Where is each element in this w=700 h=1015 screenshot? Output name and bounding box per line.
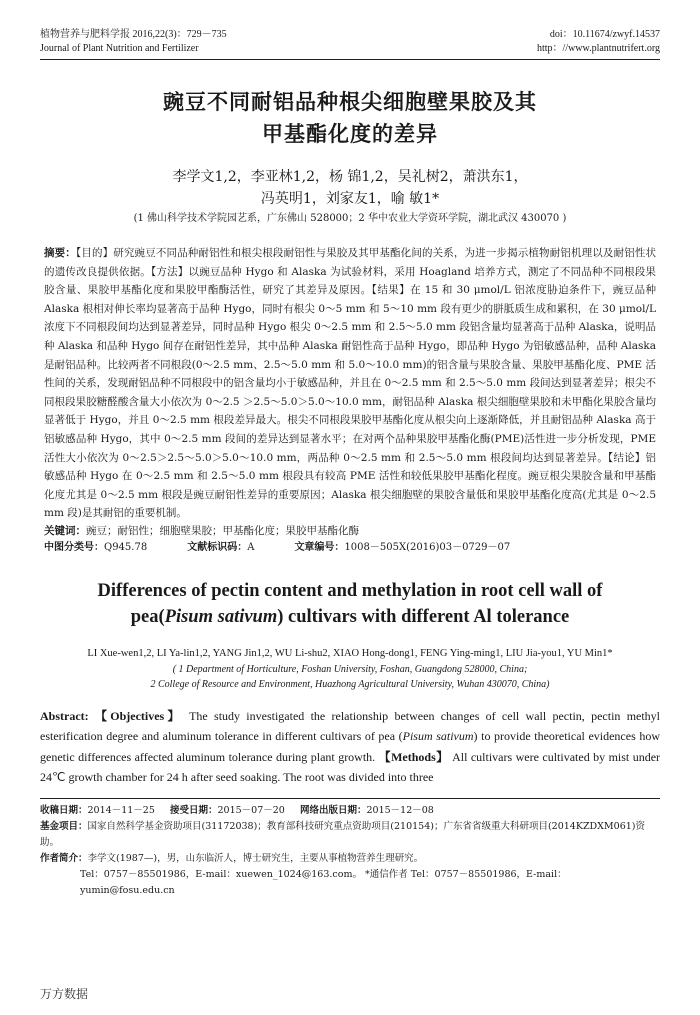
accepted-date: 2015－07－20	[217, 804, 285, 816]
authors-en: LI Xue-wen1,2, LI Ya-lin1,2, YANG Jin1,2, WU Li-shu2, XIAO Hong-dong1, FENG Ying-ming1, LIU Jia-you1, YU Min1*	[87, 647, 613, 659]
fund-label: 基金项目：	[40, 820, 88, 832]
journal-citation-cn: 植物营养与肥料学报 2016,22(3)：729－735	[40, 29, 227, 40]
title-cn-line-2: 甲基酯化度的差异	[262, 122, 438, 146]
online-date: 2015－12－08	[366, 804, 434, 816]
affiliation-cn: (1 佛山科学技术学院园艺系，广东佛山 528000；2 华中农业大学资环学院，湖北武汉 430070 )	[133, 213, 567, 224]
article-no	[294, 540, 510, 556]
running-header-bottom	[40, 42, 660, 56]
online-label: 网络出版日期：	[299, 804, 367, 816]
journal-url[interactable]: http：//www.plantnutrifert.org	[536, 43, 660, 54]
class-no-label: 中图分类号：	[44, 541, 104, 553]
methods-label: 【Methods】	[378, 749, 449, 764]
keywords-cn-text: 豌豆；耐铝性；细胞壁果胶；甲基酯化度；果胶甲基酯化酶	[86, 524, 359, 537]
author-bio-label: 作者简介：	[40, 852, 88, 864]
doi: doi：10.11674/zwyf.14537	[549, 29, 660, 40]
abstract-en-text-3: All cultivars were cultivated by mist under 24℃ growth chamber for 24 h after seed soaking. The root was divided into three	[40, 749, 661, 785]
authors-cn-line-1: 李学文1,2，李亚林1,2，杨 锦1,2，吴礼树2，萧洪东1，	[172, 169, 528, 185]
abstract-cn-label: 摘要：	[44, 247, 76, 259]
abstract-en	[40, 706, 660, 788]
title-cn-line-1: 豌豆不同耐铝品种根尖细胞壁果胶及其	[163, 90, 537, 114]
doc-code-value: A	[247, 541, 255, 553]
received-date: 2014－11－25	[87, 804, 155, 816]
title-en-part-c: ) cultivars with different Al tolerance	[277, 606, 570, 627]
abstract-cn-text: 【目的】研究豌豆不同品种耐铝性和根尖根段耐铝性与果胶及其甲基酯化间的关系，为进一步揭示植物耐铝机理以及耐铝性状的遗传改良提供依据。【方法】以豌豆品种 Hygo 和 Alaska 为试验材料，采用 Hoagland 培养方式，测定了不同品种不同根段果胶含量、果胶甲基酯化度和果胶甲酯酶活性，研究了其差异及原因。【结果】在 15 和 30 μmol/L 铝浓度胁迫条件下，豌豆品种 Alaska 根相对伸长率均显著高于品种 Hygo，同时有根尖 0～5 mm 和 5～10 mm 段有更少的胼胝质生成和累积，在 30 μmol/L 浓度下不同根段间均达到显著差异，同时品种 Hygo 根尖 0～2.5 mm 和 2.5～5.0 mm 段铝含量均显著高于品种 Alaska，说明品种 Alaska 和品种 Hygo 间存在耐铝性差异，其中品种 Alaska 耐铝性高于品种 Hygo，即品种 Hygo 为铝敏感品种，品种 Alaska 是耐铝品种。比较两者不同根段(0～2.5 mm、2.5～5.0 mm 和 5.0～10.0 mm)的铝含量与果胶含量、果胶甲基酯化度、PME 活性间的关系，发现耐铝品种不同根段中的铝含量均小于敏感品种，并且在 0～2.5 mm 和 2.5～5.0 mm 段间达到显著差异；根尖不同根段果胶糖醛酸含量大小依次为 0～2.5 ＞2.5～5.0＞5.0～10.0 mm，耐铝品种 Alaska 根尖细胞壁果胶和未甲酯化果胶含量均显著低于 Hygo，并且 0～2.5 mm 根段差异最大。根尖不同根段果胶甲基酯化度从根尖向上逐渐降低，并且耐铝品种 Alaska 高于铝敏感品种 Hygo，其中 0～2.5 mm 段间的差异达到显著水平；在对两个品种果胶甲基酯化酶(PME)活性进一步分析发现，PME 活性大小依次为 0～2.5＞2.5～5.0＞5.0～10.0 mm，两品种 0～2.5 mm 和 2.5～5.0 mm 根段间均达到显著差异。【结论】铝敏感品种 Hygo 在 0～2.5 mm 和 2.5～5.0 mm 根段具有较高 PME 活性和较低果胶甲基酯化程度。豌豆根尖果胶含量和甲基酯化度尤其是 0～2.5 mm 根段是豌豆耐铝性差异的重要原因；Alaska 根尖细胞壁的果胶含量低和果胶甲基酯化度高(尤其是 0～2.5 mm 段)是其耐铝的重要机制。	[44, 247, 657, 520]
title-en-part-a: pea(	[130, 606, 165, 627]
dates-line	[40, 803, 660, 819]
doc-code-label: 文献标识码：	[187, 541, 248, 553]
header-rule	[40, 59, 660, 60]
title-en	[40, 578, 660, 630]
article-no-label: 文章编号：	[294, 541, 345, 553]
title-cn	[40, 86, 660, 150]
authors-cn	[40, 166, 660, 210]
keywords-cn-label: 关键词：	[44, 524, 86, 537]
abstract-en-text-1: The study investigated the relationship between changes of cell wall pectin, pectin methyl esterification degree and aluminum tolerance in different cultivars of pea (	[40, 708, 661, 744]
doc-code	[187, 540, 254, 556]
class-no	[44, 540, 147, 556]
title-en-species: Pisum sativum	[164, 606, 278, 627]
paper-page	[40, 28, 660, 899]
abstract-en-label: Abstract:	[40, 708, 89, 723]
keywords-cn	[40, 523, 660, 540]
abstract-en-text-2: ) to provide theoretical evidences how genetic differences affected aluminum tolerance during plant growth.	[40, 729, 660, 764]
footnote-rule	[40, 798, 660, 799]
contact-line: Tel：0757－85501986，E-mail：xuewen_1024@163.com。 *通信作者 Tel：0757－85501986，E-mail：yumin@fosu.edu.cn	[80, 868, 567, 896]
title-en-line-1: Differences of pectin content and methylation in root cell wall of	[97, 580, 603, 601]
received-label: 收稿日期：	[40, 804, 88, 816]
fund-line	[40, 819, 660, 851]
fund-text: 国家自然科学基金资助项目(31172038)；教育部科技研究重点资助项目(210154)；广东省省级重大科研项目(2014KZDXM061)资助。	[40, 820, 645, 848]
watermark: 万方数据	[40, 987, 89, 1001]
abstract-en-species: Pisum sativum	[402, 729, 474, 744]
article-no-value: 1008－505X(2016)03－0729－07	[344, 541, 511, 553]
accepted-label: 接受日期：	[169, 804, 218, 816]
affiliation-en-2: 2 College of Resource and Environment, Huazhong Agricultural University, Wuhan 430070, China)	[150, 678, 550, 690]
classification-line	[40, 540, 660, 556]
affiliation-en-1: ( 1 Department of Horticulture, Foshan University, Foshan, Guangdong 528000, China;	[172, 663, 528, 675]
author-bio-text: 李学文(1987—)，男，山东临沂人，博士研究生，主要从事植物营养生理研究。	[87, 852, 424, 864]
journal-name-en: Journal of Plant Nutrition and Fertilizer	[40, 43, 199, 54]
class-no-value: Q945.78	[104, 541, 148, 553]
abstract-cn	[40, 244, 660, 523]
running-header-top	[40, 28, 660, 42]
footnote	[40, 803, 660, 899]
title-en-line-2	[40, 604, 660, 630]
objectives-label: 【Objectives】	[94, 708, 183, 723]
authors-cn-line-2: 冯英明1，刘家友1，喻 敏1*	[260, 191, 440, 207]
author-bio-line	[40, 851, 660, 867]
